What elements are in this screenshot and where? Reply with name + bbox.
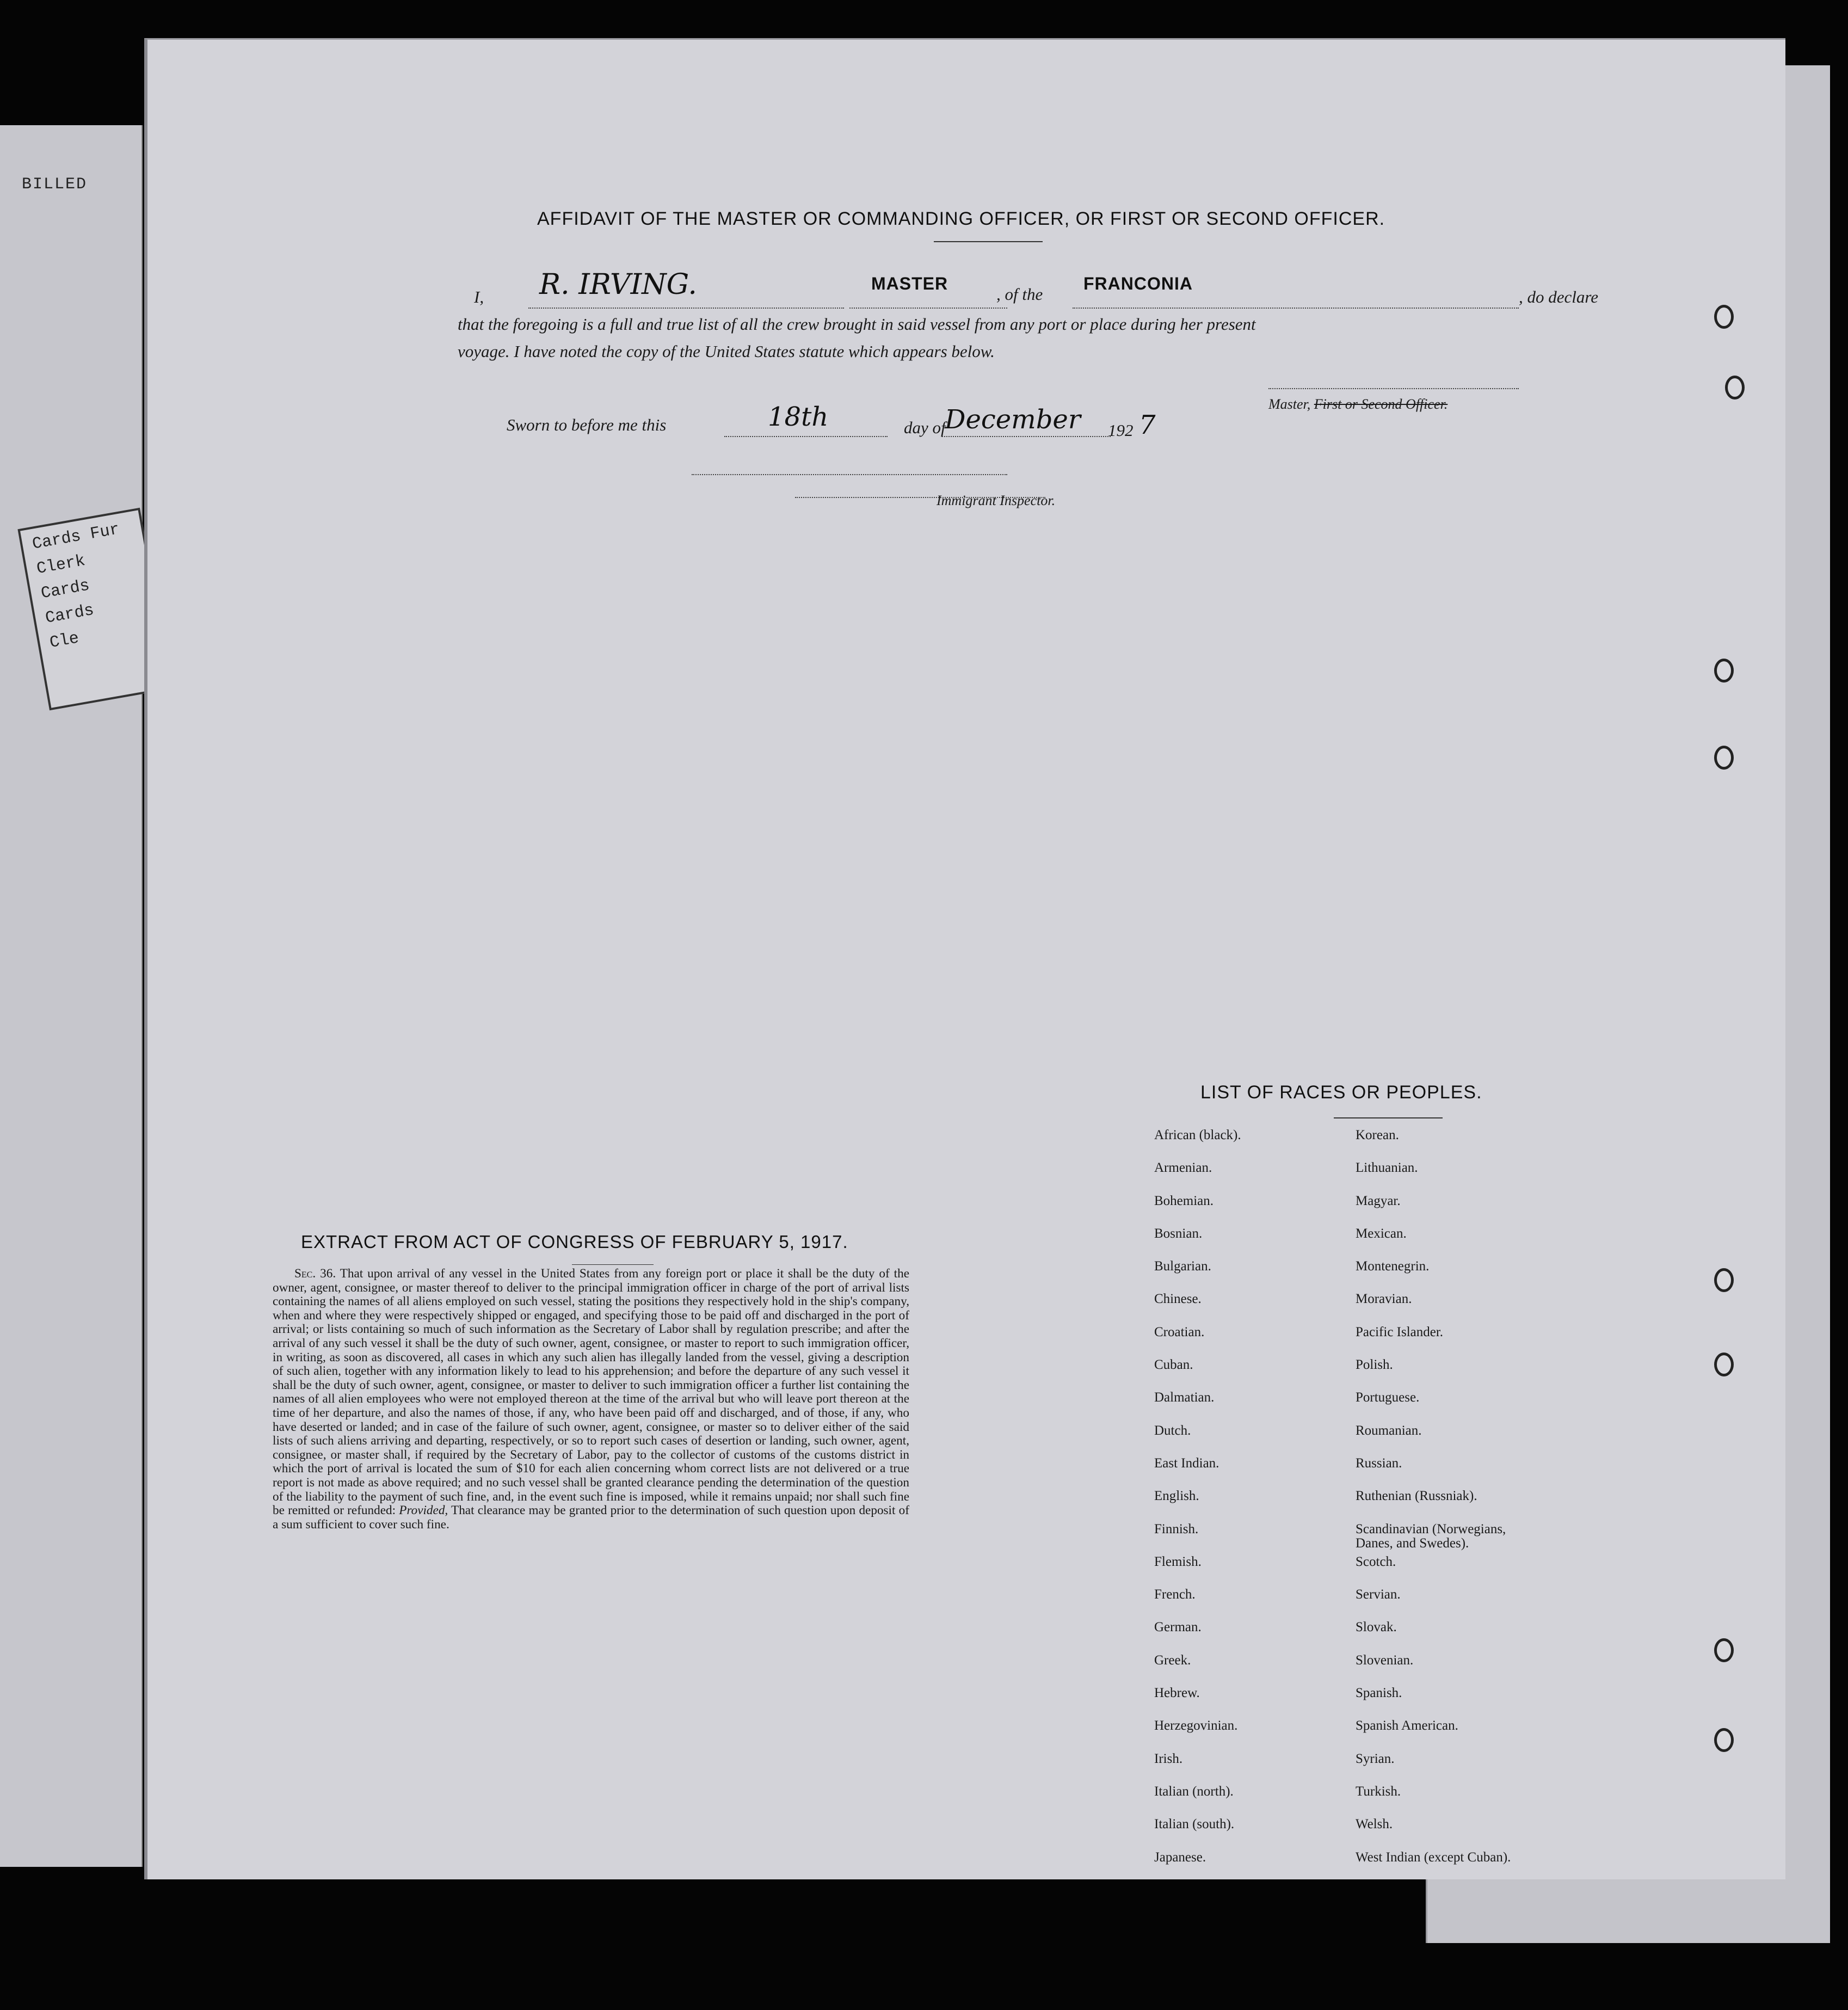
race-entry: Spanish. [1356, 1686, 1402, 1701]
race-entry: Magyar. [1356, 1193, 1401, 1208]
of-the-text: , of the [996, 285, 1043, 304]
vessel-name: FRANCONIA [1083, 274, 1193, 293]
affidavit-line-3: voyage. I have noted the copy of the United States statute which appears below. [458, 342, 995, 361]
race-entry: Herzegovinian. [1154, 1718, 1238, 1734]
race-entry: Mexican. [1356, 1226, 1407, 1241]
binder-hole [1714, 1728, 1734, 1752]
billed-label: BILLED [22, 175, 88, 194]
race-entry: Russian. [1356, 1455, 1402, 1471]
binder-hole [1714, 1353, 1734, 1376]
race-entry: Dutch. [1154, 1423, 1191, 1438]
race-entry: Italian (north). [1154, 1784, 1234, 1799]
rank-label: MASTER [871, 274, 948, 293]
race-entry: English. [1154, 1489, 1199, 1504]
binder-hole [1714, 746, 1734, 770]
affidavit-prefix: I, [474, 287, 484, 306]
year-handwritten: 7 [1139, 410, 1156, 440]
race-entry: Bosnian. [1154, 1226, 1203, 1241]
inspector-line-1 [692, 474, 1007, 475]
binder-hole [1714, 1638, 1734, 1662]
race-entry: Ruthenian (Russniak). [1356, 1489, 1477, 1504]
race-entry: German. [1154, 1620, 1202, 1635]
race-entry: Hebrew. [1154, 1686, 1200, 1701]
race-entry: Lithuanian. [1356, 1160, 1418, 1176]
master-label: Master, [1268, 396, 1311, 412]
binder-hole [1714, 1268, 1734, 1292]
race-entry: Korean. [1356, 1128, 1399, 1142]
race-entry: Welsh. [1356, 1817, 1393, 1832]
day-dotted-line [724, 436, 888, 437]
rank-dotted-line [849, 308, 1007, 309]
race-entry: Flemish. [1154, 1554, 1202, 1569]
race-entry: Italian (south). [1154, 1817, 1235, 1832]
year-printed: 192 [1108, 421, 1134, 440]
binder-hole [1714, 659, 1734, 683]
signature-line [1268, 388, 1519, 389]
declare-text: , do declare [1519, 287, 1599, 306]
binder-hole [1725, 376, 1745, 399]
race-entry: Greek. [1154, 1652, 1191, 1668]
stamp-line: Clerk [35, 551, 87, 579]
struck-officer-label: First or Second Officer. [1314, 396, 1448, 412]
race-entry: Bulgarian. [1154, 1259, 1211, 1274]
race-entry: East Indian. [1154, 1455, 1219, 1471]
race-entry: Polish. [1356, 1357, 1393, 1373]
name-dotted-line [528, 308, 844, 309]
race-entry: Cuban. [1154, 1357, 1193, 1373]
signature-caption [1268, 396, 1447, 413]
manifest-page [144, 38, 1785, 1879]
race-entry: African (black). [1154, 1128, 1241, 1142]
inspector-label: Immigrant Inspector. [937, 493, 1056, 508]
master-name-handwritten: R. IRVING. [539, 268, 697, 301]
race-entry: Japanese. [1154, 1849, 1206, 1865]
stamp-line: Cards [44, 601, 96, 628]
day-of-text: day of [904, 418, 946, 437]
month-dotted-line [942, 436, 1111, 437]
race-entry: Scandinavian (Norwegians, Danes, and Swedes). [1356, 1521, 1506, 1551]
race-entry: Dalmatian. [1154, 1390, 1215, 1405]
sworn-text: Sworn to before me this [507, 415, 667, 434]
race-entry: West Indian (except Cuban). [1356, 1849, 1511, 1865]
races-rule [1334, 1117, 1443, 1118]
stamp-line: Cle [48, 629, 81, 653]
race-entry: Syrian. [1356, 1751, 1395, 1766]
race-entry: Portuguese. [1356, 1390, 1420, 1405]
section-text: That upon arrival of any vessel in the United States from any foreign port or place it shall be the duty of the owner, agent, consignee, or master thereof to deliver to the principal immigration officer in charge of the port of arrival lists containing the names of all aliens employed on such vessel, stating the positions they respectively hold in the ship's company, when and where they were respectively shipped or engaged, and specifying those to be paid off and discharged in the port of arrival; or lists containing so much of such information as the Secretary of Labor shall by regulation prescribe; and after the arrival of any such vessel it shall be the duty of such owner, agent, consignee, or master to report to such immigration officer, in writing, as soon as discovered, all cases in which any such alien has illegally landed from the vessel, giving a description of such alien, together with any information likely to lead to his apprehension; and before the departure of any such vessel it shall be the duty of such owner, agent, consignee, or master to deliver to such immigration officer a further list containing the names of all alien employees who were not employed thereon at the time of the arrival but who will leave port thereon at the time of her departure, and also the names of those, if any, who have been paid off and discharged, and of those, if any, who have deserted or landed; and in case of the failure of such owner, agent, consignee, or master so to deliver either of the said lists of such aliens arriving and departing, respectively, or so to report such cases of desertion or landing, such owner, agent, consignee, or master shall, if required by the Secretary of Labor, pay to the collector of customs of the customs district in which the port of arrival is located the sum of $10 for each alien concerning whom correct lists are not delivered or a true report is not made as above required; and no such vessel shall be granted clearance pending the determination of the question of the liability to the payment of such fine, and, in the event such fine is imposed, while it remains unpaid; nor shall such fine be remitted or refunded: [273, 1267, 909, 1518]
day-handwritten: 18th [768, 402, 829, 432]
month-handwritten: December [945, 404, 1081, 435]
race-entry: French. [1154, 1587, 1196, 1602]
section-number: Sec. 36. [294, 1267, 336, 1281]
race-entry: Finnish. [1154, 1521, 1199, 1536]
affidavit-heading: AFFIDAVIT OF THE MASTER OR COMMANDING OFFICER, OR FIRST OR SECOND OFFICER. [537, 208, 1385, 229]
affidavit-line-2: that the foregoing is a full and true list of all the crew brought in said vessel from any port or place during her present [458, 315, 1256, 334]
race-entry: Bohemian. [1154, 1193, 1214, 1208]
adjacent-sheet [0, 125, 143, 1867]
binder-hole [1714, 305, 1734, 329]
extract-body [273, 1267, 909, 1532]
section-tail: That clearance may be granted prior to the determination of such question upon deposit of a sum sufficient to cover such fine. [273, 1503, 909, 1532]
stamp-line: Cards [39, 576, 91, 604]
heading-rule [934, 241, 1043, 242]
extract-rule [572, 1264, 654, 1265]
race-entry: Pacific Islander. [1356, 1324, 1444, 1339]
race-list [1154, 1128, 1568, 1917]
race-entry: Armenian. [1154, 1160, 1212, 1176]
race-entry: Montenegrin. [1356, 1259, 1430, 1274]
vessel-dotted-line [1073, 308, 1519, 309]
stamp-line: Cards Fur [30, 520, 121, 554]
race-entry: Scotch. [1356, 1554, 1396, 1569]
race-entry: Moravian. [1356, 1292, 1412, 1307]
race-entry: Roumanian. [1356, 1423, 1422, 1438]
extract-heading: EXTRACT FROM ACT OF CONGRESS OF FEBRUARY 5, 1917. [301, 1232, 848, 1252]
race-entry: Turkish. [1356, 1784, 1401, 1799]
race-entry: Slovenian. [1356, 1652, 1414, 1668]
race-entry: Croatian. [1154, 1324, 1205, 1339]
races-heading: LIST OF RACES OR PEOPLES. [1200, 1082, 1482, 1103]
race-entry: Chinese. [1154, 1292, 1202, 1307]
race-entry: Irish. [1154, 1751, 1183, 1766]
race-entry: Servian. [1356, 1587, 1401, 1602]
race-entry: Slovak. [1356, 1620, 1397, 1635]
provided-term: Provided, [399, 1503, 448, 1518]
race-entry: Spanish American. [1356, 1718, 1458, 1734]
